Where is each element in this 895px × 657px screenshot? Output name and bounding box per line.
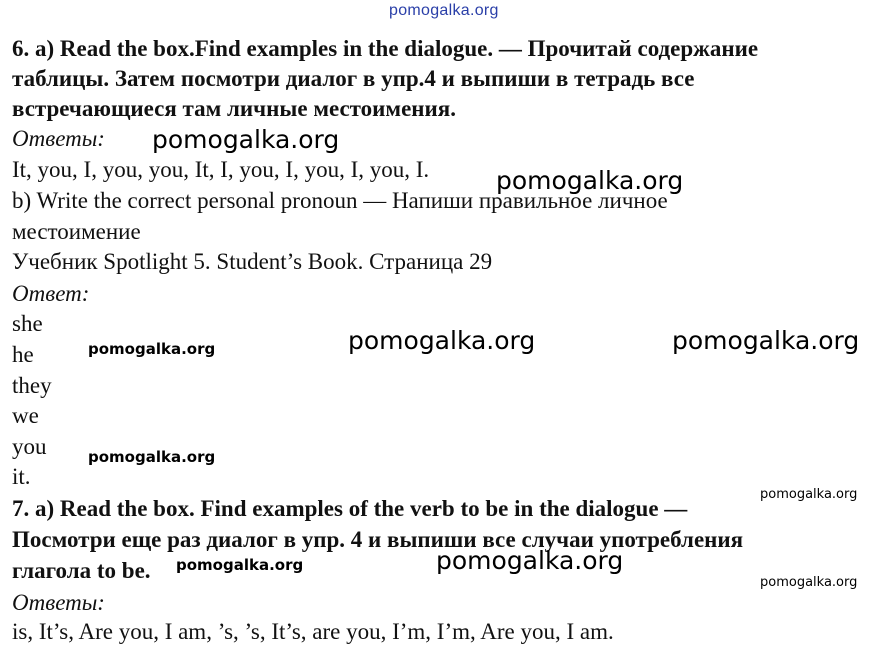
watermark: pomogalka.org <box>88 340 216 358</box>
watermark: pomogalka.org <box>760 575 858 590</box>
ex7-heading-line-2: Посмотри еще раз диалог в упр. 4 и выпиши все случаи употребления <box>12 527 744 552</box>
ex6-part-b-line-2: местоимение <box>12 219 141 244</box>
watermark: pomogalka.org <box>760 487 858 502</box>
watermark: pomogalka.org <box>176 556 304 574</box>
watermark: pomogalka.org <box>348 326 536 355</box>
ex7-answers-label: Ответы: <box>12 590 105 615</box>
ex6-heading-line-3: встречающиеся там личные местоимения. <box>12 96 456 121</box>
watermark: pomogalka.org <box>436 546 624 575</box>
ex6-answer-label: Ответ: <box>12 281 90 306</box>
pronoun-item: you <box>12 434 47 459</box>
ex7-heading-line-1: 7. a) Read the box. Find examples of the verb to be in the dialogue — <box>12 496 688 521</box>
book-reference: Учебник Spotlight 5. Student’s Book. Страница 29 <box>12 249 493 274</box>
ex6-heading-line-2: таблицы. Затем посмотри диалог в упр.4 и выпиши в тетрадь все <box>12 66 695 91</box>
pronoun-item: they <box>12 373 52 398</box>
watermark: pomogalka.org <box>152 125 340 154</box>
ex7-answers-text: is, It’s, Are you, I am, ’s, ’s, It’s, are you, I’m, I’m, Are you, I am. <box>12 619 614 644</box>
ex6-part-b-line-1: b) Write the correct personal pronoun — Напиши правильное личное <box>12 188 668 213</box>
watermark: pomogalka.org <box>672 326 860 355</box>
ex6-answers-label: Ответы: <box>12 126 105 151</box>
ex6-heading-line-1: 6. a) Read the box.Find examples in the dialogue. — Прочитай содержание <box>12 36 759 61</box>
pronoun-item: we <box>12 403 39 428</box>
ex6-answers-text: It, you, I, you, you, It, I, you, I, you, I, you, I. <box>12 157 430 182</box>
pronoun-item: she <box>12 311 43 336</box>
ex7-heading-line-3: глагола to be. <box>12 558 151 583</box>
watermark: pomogalka.org <box>88 448 216 466</box>
site-header-watermark: pomogalka.org <box>389 2 499 19</box>
pronoun-item: it. <box>12 464 31 489</box>
watermark: pomogalka.org <box>496 166 684 195</box>
pronoun-item: he <box>12 342 34 367</box>
